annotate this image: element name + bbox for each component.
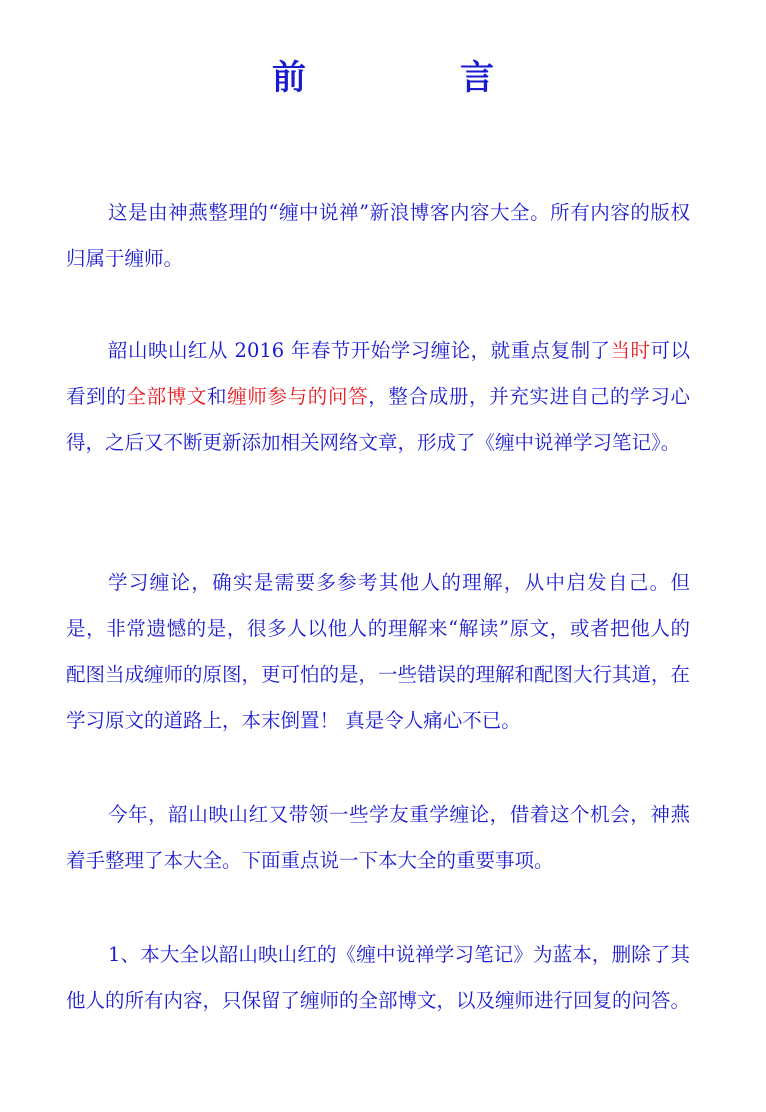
paragraph-origin — [66, 328, 690, 466]
highlight-dangshi: 当时 — [610, 339, 651, 362]
paragraph-origin-text-a: 韶山映山红从 2016 年春节开始学习缠论，就重点复制了 — [108, 339, 611, 362]
paragraph-origin-text-g: ，整合成册，并充实进自己的学习心得，之后又不断更新添加相关网络文章，形成了《缠中说禅学习笔记》。 — [66, 385, 690, 454]
paragraph-concern: 学习缠论，确实是需要多参考其他人的理解，从中启发自己。但是，非常遗憾的是，很多人以他人的理解来“解读”原文，或者把他人的配图当成缠师的原图，更可怕的是，一些错误的理解和配图大行其道，在学习原文的道路上，本末倒置！ 真是令人痛心不已。 — [66, 571, 691, 732]
paragraph-item-1: 1、本大全以韶山映山红的《缠中说禅学习笔记》为蓝本，删除了其他人的所有内容，只保留了缠师的全部博文，以及缠师进行回复的问答。 — [66, 943, 691, 1012]
paragraph-origin-text-e: 和 — [207, 385, 228, 408]
highlight-qa: 缠师参与的问答 — [227, 385, 369, 408]
page-title: 前 言 — [272, 58, 554, 98]
paragraph-this-year: 今年，韶山映山红又带领一些学友重学缠论，借着这个机会，神燕着手整理了本大全。下面重点说一下本大全的重要事项。 — [66, 803, 690, 872]
paragraph-origin-text-c: 可以看到的 — [66, 339, 690, 408]
highlight-all-posts: 全部博文 — [126, 385, 208, 408]
paragraph-copyright: 这是由神燕整理的“缠中说禅”新浪博客内容大全。所有内容的版权归属于缠师。 — [66, 201, 690, 270]
